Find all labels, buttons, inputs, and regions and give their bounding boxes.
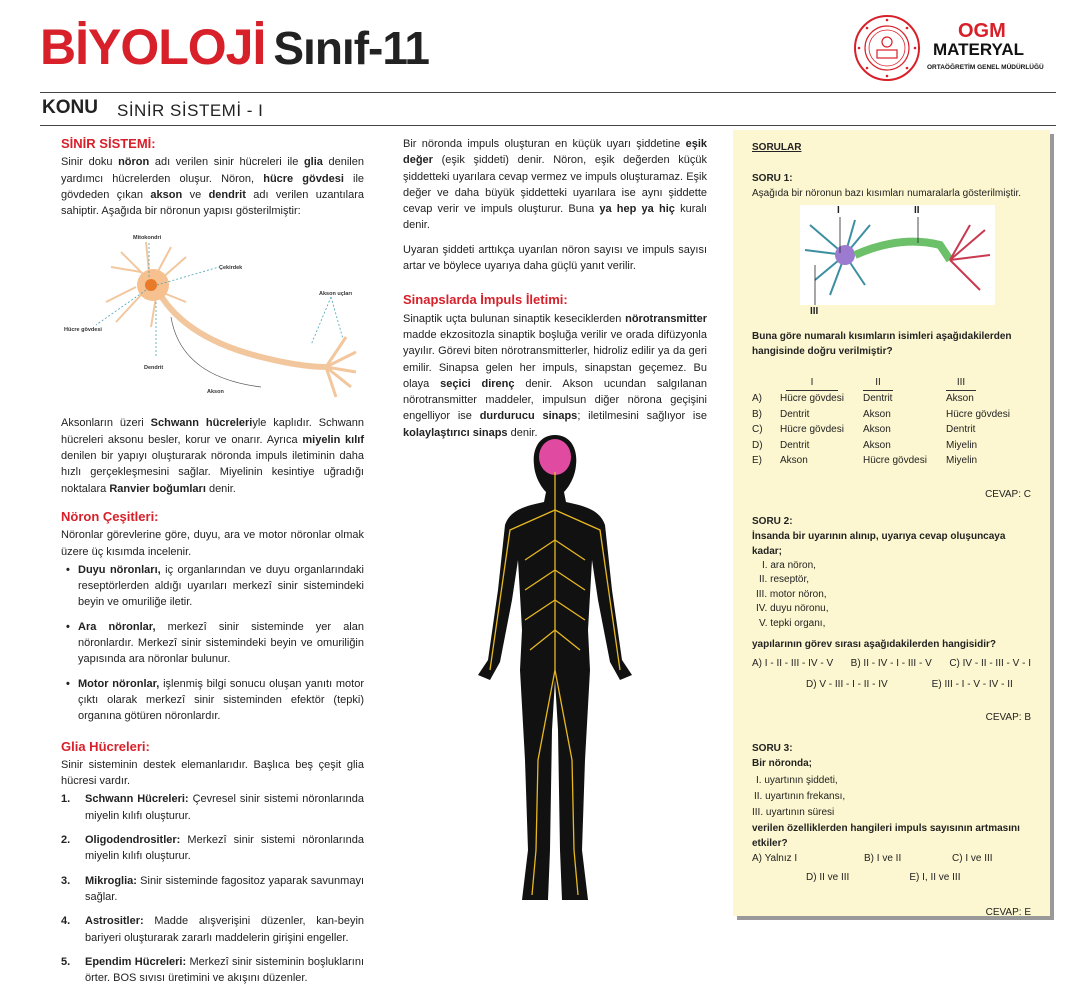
- middle-column: [403, 136, 707, 449]
- left-column: [61, 136, 364, 994]
- bold-term: durdurucu sinaps: [479, 410, 578, 423]
- section-heading: Sinapslarda İmpuls İletimi:: [403, 292, 568, 308]
- paragraph: Nöronlar görevlerine göre, duyu, ara ve motor nöronlar olmak üzere üç kısımda incelenir.: [61, 529, 364, 558]
- section-heading: SİNİR SİSTEMİ:: [61, 136, 156, 151]
- option: D) V - III - I - II - IV: [806, 679, 888, 690]
- list-item: 2. Oligodendrositler: Merkezî sinir sistemi nöronlarında miyelin kılıfı oluşturur.: [61, 834, 364, 863]
- table-cell: Dentrit: [780, 408, 810, 420]
- label-akson-uclari: Akson uçları: [319, 291, 353, 298]
- text-run: Bir nöronda impuls oluşturan en küçük uyarı şiddetine: [403, 138, 686, 150]
- table-cell: Akson: [863, 408, 891, 420]
- text-run: adı verilen sinir hücreleri ile: [149, 156, 304, 169]
- answer-label: CEVAP: B: [985, 712, 1031, 723]
- text-run: madde ekzositozla sinaptik boşluğa verilir ve orada difüzyonla yayılır. Görevi biten nörotransmitterler, hidroliz edilir ya da geri emilir. Sinapsa gelen her impuls, sinapstan geçemez. Bu olaya: [403, 328, 707, 390]
- ogm-materyal-logo: OGM MATERYAL ORTAÖĞRETİM GENEL MÜDÜRLÜĞÜ: [853, 14, 1058, 84]
- bold-term: Ara nöronlar,: [78, 620, 156, 633]
- bold-term: Oligodendrositler:: [85, 834, 181, 847]
- question-stem: yapılarının görev sırası aşağıdakilerden hangisidir?: [752, 639, 996, 650]
- list-item: 1. Schwann Hücreleri: Çevresel sinir sistemi nöronlarında miyelin kılıfı oluşturur.: [61, 793, 364, 822]
- bold-term: hücre gövdesi: [263, 172, 344, 185]
- table-cell: Dentrit: [780, 439, 810, 451]
- option: D) II ve III: [806, 872, 850, 883]
- section-heading: Glia Hücreleri:: [61, 738, 150, 754]
- bold-term: Mikroglia:: [85, 874, 137, 887]
- paragraph: [403, 136, 707, 234]
- table-cell: Akson: [780, 455, 808, 467]
- numbered-neuron-figure: [800, 205, 995, 319]
- meb-seal-icon: [853, 14, 921, 82]
- questions-title: SORULAR: [752, 142, 802, 153]
- paragraph: [61, 415, 364, 496]
- text-run: Sinir doku: [61, 156, 119, 169]
- bold-term: eşik değer: [403, 138, 707, 167]
- text-run: denilen yardımcı hücrelerden oluşur. Nöron,: [61, 156, 364, 185]
- option-letter: E): [752, 455, 762, 467]
- table-cell: Dentrit: [946, 424, 976, 436]
- question-label: SORU 2:: [752, 515, 793, 527]
- option: E) I, II ve III: [909, 872, 961, 883]
- table-row: [752, 391, 1010, 407]
- glia-list: [61, 791, 364, 986]
- list-item: [61, 676, 364, 725]
- bold-term: akson: [150, 188, 183, 201]
- list-item: [61, 619, 364, 668]
- mark-iii: III: [810, 306, 819, 317]
- nervous-system-body-image: [470, 430, 640, 910]
- option-letter: B): [752, 408, 762, 420]
- option: B) I ve II: [864, 853, 902, 864]
- option: B) II - IV - I - III - V: [850, 658, 932, 669]
- text-run: denir.: [205, 482, 236, 495]
- paragraph: Uyaran şiddeti arttıkça uyarılan nöron sayısı ve impuls sayısı artar ve böylece uyarıya daha güçlü yanıt verilir.: [403, 243, 707, 273]
- table-cell: Akson: [946, 393, 974, 405]
- text-run: denir.: [507, 426, 538, 439]
- page-title: BİYOLOJİ Sınıf-11: [40, 19, 429, 75]
- mark-ii: II: [914, 205, 920, 216]
- konu-divider: [40, 125, 1056, 126]
- text-run: Merkezî sinir sisteminin boşluklarını örter. BOS sıvısı üretimini ve akışını düzenler.: [85, 955, 364, 985]
- option: E) III - I - V - IV - II: [931, 679, 1013, 690]
- header-divider: [40, 92, 1056, 93]
- numbered-neuron-image: [800, 205, 995, 305]
- text-run: Madde alışverişini düzenler, kan-beyin bariyeri oluşturarak zararlı maddelerin girişini engeller.: [85, 915, 364, 944]
- text-run: ile gövdeden çıkan: [61, 172, 365, 201]
- questions-panel: SORULAR SORU 1: Aşağıda bir nöronun bazı kısımları numaralarla gösterilmiştir. I II III Buna göre numaralı kısımların isimleri aşağıdakilerden hangisinde doğru verilmiştir? I II III A) Hücre gövdesi Dentrit Akson B) Dentrit Akson Hücre gövdesi C) Hücre gövdesi Akson Dentrit D) Dentrit Akson Miyelin E) Akson Hücre gövdesi Miyelin CEVAP: C SORU 2: İnsanda bir uyarının alınıp, uyarıya cevap oluşuncaya kadar; I. ara nöron, II. reseptör, III. motor nöron, IV. duyu nöronu, V. tepki organı, yapılarının görev sırası aşağıdakilerden hangisidir? A) I - II - III - IV - V B) II - IV - I - III - V C) IV - II - III - V - I D) V - III - I - II - IV E) III - I - V - IV - II CEVAP: B SORU 3: Bir nöronda; I. uyartının şiddeti, II. uyartının frekansı, III. uyartının süresi verilen özelliklerden hangileri impuls sayısının artmasını etkiler? A) Yalnız I B) I ve II C) I ve III D) II ve III E) I, II ve III CEVAP: E: [733, 130, 1050, 916]
- text-run: denilen bir yapıyı oluşturarak nöronda impuls iletiminin daha hızlı gerçekleşmesini sağlar. Miyelinin kesintiye uğradığı noktalara: [61, 450, 364, 495]
- bold-term: nöron: [118, 156, 150, 169]
- answer-label: CEVAP: C: [985, 488, 1031, 500]
- paragraph: Sinir sisteminin destek elemanlarıdır. Başlıca beş çeşit glia hücresi vardır.: [61, 758, 364, 788]
- label-mitokondri: Mitokondri: [133, 235, 162, 242]
- konu-title: SİNİR SİSTEMİ - I: [117, 101, 264, 120]
- text-run: işlenmiş bilgi sonucu oluşan yanıtı motor çıktı olarak merkezî sinir sisteminden efektör (tepki) organına götüren nöronlardır.: [78, 677, 364, 723]
- label-hucre-govdesi: Hücre gövdesi: [64, 327, 102, 334]
- text-run: ve: [182, 188, 209, 201]
- text-run: adı verilen uzantılara sahiptir. Aşağıda bir nöronun yapısı gösterilmiştir:: [61, 188, 365, 218]
- bold-term: Ranvier boğumları: [109, 482, 206, 495]
- neuron-types-list: [61, 562, 364, 725]
- table-cell: Akson: [863, 424, 891, 436]
- option-letter: C): [752, 424, 763, 436]
- bold-term: nörotransmitter: [625, 312, 707, 325]
- table-cell: Miyelin: [946, 439, 978, 451]
- section-heading: Nöron Çeşitleri:: [61, 508, 159, 524]
- table-cell: Hücre gövdesi: [946, 408, 1010, 420]
- bold-term: Schwann Hücreleri:: [85, 793, 189, 806]
- list-item: 5. Ependim Hücreleri: Merkezî sinir sisteminin boşluklarını örter. BOS sıvısı üretimini ve akışını düzenler.: [61, 955, 364, 985]
- list-item: [61, 562, 364, 611]
- list-item: 4. Astrositler: Madde alışverişini düzenler, kan-beyin bariyeri oluşturarak zararlı maddelerin girişini engeller.: [61, 915, 364, 944]
- question-stem: Bir nöronda;: [752, 758, 812, 769]
- list-item: 3. Mikroglia: Sinir sisteminde fagositoz yaparak savunmayı sağlar.: [61, 874, 364, 903]
- bold-term: Ependim Hücreleri:: [85, 955, 187, 968]
- question-stem: Buna göre numaralı kısımların isimleri aşağıdakilerden hangisinde doğru verilmiştir?: [752, 331, 1012, 357]
- answer-table: I II III A) Hücre gövdesi Dentrit Akson B) Dentrit Akson Hücre gövdesi C) Hücre gövdesi Akson Dentrit D) Dentrit Akson Miyelin E) Akson Hücre gövdesi Miyelin: [752, 375, 1010, 469]
- paragraph: [61, 154, 364, 219]
- table-row: [752, 453, 1010, 469]
- question-label: SORU 1:: [752, 173, 793, 184]
- neuron-diagram: [61, 227, 364, 407]
- bold-term: Schwann hücreleri: [150, 417, 253, 430]
- option: A) Yalnız I: [752, 853, 798, 864]
- table-cell: Akson: [863, 439, 891, 451]
- bold-term: glia: [303, 156, 323, 169]
- option-letter: A): [752, 393, 762, 405]
- label-cekirdek: Çekirdek: [219, 265, 243, 272]
- bold-term: Motor nöronlar,: [78, 677, 160, 690]
- option: A) I - II - III - IV - V: [752, 658, 834, 669]
- text-run: denir. Akson ucundan salgılanan nörotransmitter maddeler, impulsun diğer nörona geçişini engelliyor ise: [403, 377, 707, 423]
- question-label: SORU 3:: [752, 743, 793, 754]
- mark-i: I: [837, 205, 840, 216]
- question-stem: İnsanda bir uyarının alınıp, uyarıya cevap oluşuncaya kadar;: [752, 530, 1006, 557]
- bold-term: miyelin kılıf: [302, 433, 364, 446]
- text-run: kuralı denir.: [403, 203, 707, 232]
- text-run: Merkezî sinir sistemi nöronlarında miyelin kılıfı oluşturur.: [85, 834, 364, 863]
- table-cell: Dentrit: [863, 393, 893, 405]
- answer-label: CEVAP: E: [985, 907, 1031, 918]
- option: C) IV - II - III - V - I: [949, 658, 1031, 669]
- text-run: Sinir sisteminde fagositoz yaparak savunmayı sağlar.: [85, 874, 364, 903]
- bold-term: dendrit: [208, 188, 246, 201]
- konu-label: KONU: [42, 97, 98, 118]
- bold-term: ya hep ya hiç: [599, 203, 675, 216]
- paragraph: [403, 311, 707, 441]
- table-row: [752, 407, 1010, 423]
- text-run: Sinaptik uçta bulunan sinaptik keseciklerden: [403, 312, 626, 325]
- option-letter: D): [752, 439, 763, 451]
- table-cell: Hücre gövdesi: [780, 393, 844, 405]
- question-intro: Aşağıda bir nöronun bazı kısımları numaralarla gösterilmiştir.: [752, 188, 1022, 199]
- table-cell: Hücre gövdesi: [780, 424, 844, 436]
- bold-term: Duyu nöronları,: [78, 563, 161, 576]
- table-row: [752, 422, 1010, 438]
- text-run: yle kaplıdır. Schwann hücreleri aksonu besler, korur ve onarır. Ayrıca: [61, 417, 364, 446]
- text-run: merkezî sinir sisteminde yer alan nöronlardır. Merkezî sinir sistemindeki beyin ve omuriliğin yapısında ara nöronlar bulunur.: [78, 620, 364, 666]
- table-cell: Miyelin: [946, 455, 978, 467]
- table-cell: Hücre gövdesi: [863, 455, 927, 467]
- label-akson: Akson: [207, 389, 224, 396]
- label-dendrit: Dendrit: [144, 365, 164, 372]
- table-row: [752, 438, 1010, 454]
- question-stem: verilen özelliklerden hangileri impuls sayısının artmasını etkiler?: [752, 823, 1020, 849]
- bold-term: kolaylaştırıcı sinaps: [403, 426, 508, 439]
- text-run: (eşik şiddeti) denir. Nöron, eşik değerden küçük şiddetteki uyarılara cevap vermez ve impuls oluşturamaz. Eşik değer ve daha büyük şiddetteki uyarılara ise aynı şiddette cevap verir ve impuls oluşturur. Buna: [403, 154, 707, 216]
- text-run: iç organlarından ve duyu organlarındaki reseptörlerden aldığı uyarıları merkezî sinir sistemindeki beyin ve omuriliğe iletir.: [78, 563, 364, 609]
- text-run: ; iletilmesini sağlıyor ise: [577, 410, 707, 423]
- option: C) I ve III: [952, 853, 993, 864]
- bold-term: Astrositler:: [85, 915, 144, 928]
- item-list: I. ara nöron, II. reseptör, III. motor nöron, IV. duyu nöronu, V. tepki organı,: [756, 559, 829, 629]
- text-run: Aksonların üzeri: [61, 417, 151, 430]
- bold-term: seçici direnç: [440, 377, 515, 390]
- text-run: Çevresel sinir sistemi nöronlarında miyelin kılıfı oluşturur.: [85, 793, 364, 822]
